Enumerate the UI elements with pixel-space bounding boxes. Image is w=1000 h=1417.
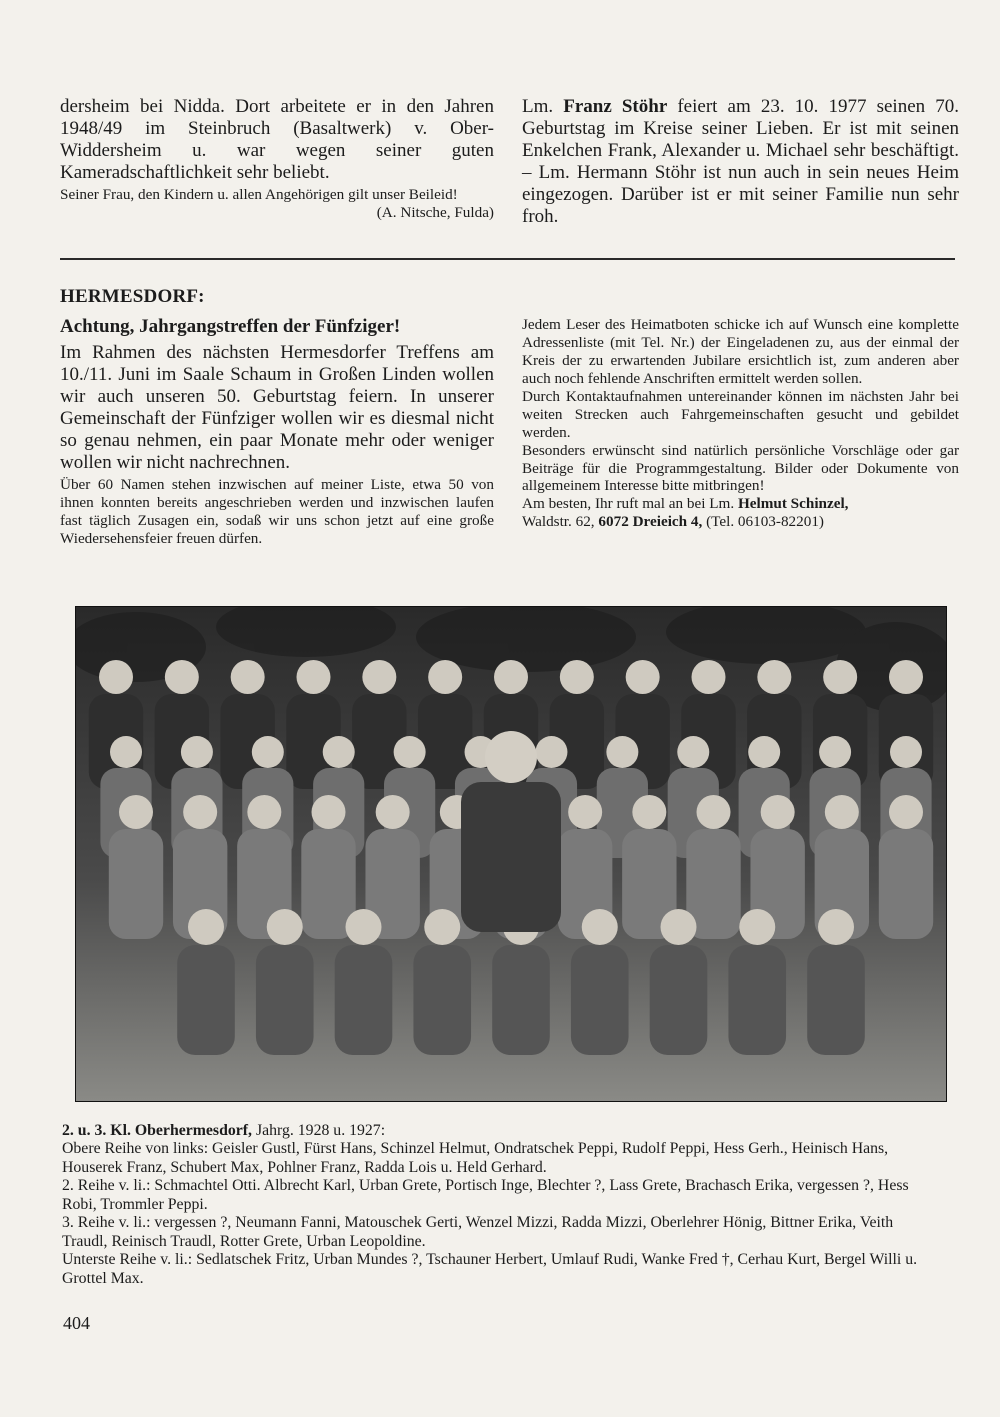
figure-head bbox=[119, 795, 153, 829]
figure-head bbox=[181, 736, 213, 768]
figure-head bbox=[428, 660, 462, 694]
figure-head bbox=[252, 736, 284, 768]
birthday-text: feiert am 23. 10. 1977 seinen 70. Geburtstag im Kreise seiner Lieben. Er ist mit seinen Enkelchen Frank, Alexander u. Michael sehr beschäftigt. – Lm. Hermann Stöhr ist nun auch in sein neues Heim eingezogen. Darüber ist er mit seiner Familie nun sehr froh. bbox=[522, 96, 959, 228]
figure-body bbox=[571, 945, 629, 1055]
page-number: 404 bbox=[63, 1313, 90, 1333]
contributions-paragraph: Besonders erwünscht sind natürlich persönliche Vorschläge oder gar Beiträge für die Programmgestaltung. Bilder oder Dokumente von allgemeinem Interesse bitte mitbringen! bbox=[522, 441, 959, 495]
section-title: HERMESDORF: bbox=[60, 286, 205, 307]
figure-head bbox=[165, 660, 199, 694]
figure-head bbox=[535, 736, 567, 768]
condolence-note bbox=[60, 186, 494, 222]
section-left-column bbox=[60, 342, 494, 548]
figure-head bbox=[312, 795, 346, 829]
caption-row-1: Obere Reihe von links: Geisler Gustl, Fürst Hans, Schinzel Helmut, Ondratschek Peppi, Rudolf Peppi, Hess Gerh., Heinisch Hans, Houserek Franz, Schubert Max, Pohlner Franz, Radda Lois u. Held Gerhard. bbox=[62, 1140, 889, 1176]
figure-head bbox=[247, 795, 281, 829]
list-status-paragraph: Über 60 Namen stehen inzwischen auf meiner Liste, etwa 50 von ihnen konnten bereits angeschrieben werden und inzwischen laufen fast täglich Zusagen ein, sodaß wir uns schon jetzt auf eine große Wiedersehensfeier freuen dürfen. bbox=[60, 476, 494, 547]
caption-row-3: 3. Reihe v. li.: vergessen ?, Neumann Fanni, Matouschek Gerti, Wenzel Mizzi, Radda Mizzi, Oberlehrer Hönig, Bittner Erika, Veith Traudl, Reinisch Traudl, Rotter Grete, Urban Leopoldine. bbox=[62, 1214, 894, 1250]
figure-head bbox=[818, 909, 854, 945]
author-signature: (A. Nitsche, Fulda) bbox=[376, 204, 494, 222]
figure-body bbox=[109, 829, 163, 939]
figure-head bbox=[692, 660, 726, 694]
birthday-paragraph bbox=[522, 96, 959, 228]
figure-body bbox=[728, 945, 786, 1055]
figure-head bbox=[346, 909, 382, 945]
lead-text: Lm. bbox=[522, 96, 554, 117]
figure-head bbox=[231, 660, 265, 694]
figure-head bbox=[110, 736, 142, 768]
meeting-announcement: Im Rahmen des nächsten Hermesdorfer Treffens am 10./11. Juni im Saale Schaum in Großen Linden wollen wir auch unseren 50. Geburtstag feiern. In unserer Gemeinschaft der Fünfziger wollen wir es diesmal nicht so genau nehmen, ein paar Monate mehr oder weniger wollen wir nicht nachrechnen. bbox=[60, 342, 494, 474]
caption-years: Jahrg. 1928 u. 1927: bbox=[255, 1122, 386, 1139]
figure-head bbox=[183, 795, 217, 829]
top-right-column bbox=[522, 96, 959, 228]
section-divider bbox=[60, 258, 955, 260]
figure-body bbox=[879, 829, 933, 939]
contact-name: Helmut Schinzel, bbox=[737, 495, 849, 513]
figure-body bbox=[177, 945, 235, 1055]
figure-body bbox=[807, 945, 865, 1055]
teacher-figure-body bbox=[461, 782, 561, 932]
figure-head bbox=[697, 795, 731, 829]
condolence-text: Seiner Frau, den Kindern u. allen Angehörigen gilt unser Beileid! bbox=[60, 186, 458, 204]
caption-title: 2. u. 3. Kl. Oberhermesdorf, bbox=[62, 1122, 252, 1139]
figure-head bbox=[632, 795, 666, 829]
figure-head bbox=[494, 660, 528, 694]
contact-phone: (Tel. 06103-82201) bbox=[706, 513, 824, 531]
figure-head bbox=[606, 736, 638, 768]
section-right-column bbox=[522, 316, 959, 531]
figure-head bbox=[757, 660, 791, 694]
class-photo-graphic bbox=[76, 607, 946, 1101]
figure-head bbox=[739, 909, 775, 945]
figure-head bbox=[188, 909, 224, 945]
contact-city: 6072 Dreieich 4, bbox=[598, 513, 703, 531]
carpool-paragraph: Durch Kontaktaufnahmen untereinander können im nächsten Jahr bei weiten Strecken auch Fahrgemeinschaften gesucht und gebildet werden. bbox=[522, 387, 959, 441]
figure-head bbox=[99, 660, 133, 694]
class-photo bbox=[75, 606, 947, 1102]
contact-street: Waldstr. 62, bbox=[522, 513, 595, 531]
contact-paragraph bbox=[522, 495, 959, 531]
caption-title-line bbox=[62, 1122, 942, 1140]
address-list-paragraph: Jedem Leser des Heimatboten schicke ich auf Wunsch eine komplette Adressenliste (mit Tel. Nr.) der Eingeladenen zu, aus der einmal der Kreis der zu erwartenden Jubilare ersichtlich ist, zum anderen aber auch noch fehlende Anschriften ermittelt werden sollen. bbox=[522, 316, 959, 387]
figure-head bbox=[626, 660, 660, 694]
figure-head bbox=[267, 909, 303, 945]
figure-head bbox=[568, 795, 602, 829]
figure-head bbox=[362, 660, 396, 694]
caption-row-4: Unterste Reihe v. li.: Sedlatschek Fritz, Urban Mundes ?, Tschauner Herbert, Umlauf Rudi, Wanke Fred †, Cerhau Kurt, Bergel Willi u. Grottel Max. bbox=[62, 1251, 918, 1287]
figure-body bbox=[413, 945, 471, 1055]
caption-row-2: 2. Reihe v. li.: Schmachtel Otti. Albrecht Karl, Urban Grete, Portisch Inge, Blechter ?, Lass Grete, Brachasch Erika, vergessen ?, Hess Robi, Trommler Peppi. bbox=[62, 1177, 909, 1213]
contact-lead: Am besten, Ihr ruft mal an bei Lm. bbox=[522, 495, 735, 513]
figure-head bbox=[823, 660, 857, 694]
figure-head bbox=[819, 736, 851, 768]
top-left-column bbox=[60, 96, 494, 222]
figure-head bbox=[825, 795, 859, 829]
figure-body bbox=[256, 945, 314, 1055]
figure-head bbox=[376, 795, 410, 829]
figure-head bbox=[394, 736, 426, 768]
figure-body bbox=[650, 945, 708, 1055]
figure-body bbox=[335, 945, 393, 1055]
figure-head bbox=[890, 736, 922, 768]
figure-head bbox=[297, 660, 331, 694]
photo-caption bbox=[62, 1122, 942, 1288]
figure-head bbox=[889, 660, 923, 694]
figure-head bbox=[582, 909, 618, 945]
figure-head bbox=[661, 909, 697, 945]
teacher-figure-head bbox=[485, 731, 537, 783]
figure-head bbox=[889, 795, 923, 829]
figure-body bbox=[492, 945, 550, 1055]
person-name: Franz Stöhr bbox=[563, 96, 668, 117]
figure-head bbox=[560, 660, 594, 694]
article-subhead: Achtung, Jahrgangstreffen der Fünfziger! bbox=[60, 316, 401, 337]
figure-head bbox=[748, 736, 780, 768]
figure-head bbox=[424, 909, 460, 945]
figure-head bbox=[677, 736, 709, 768]
figure-head bbox=[761, 795, 795, 829]
obituary-paragraph: dersheim bei Nidda. Dort arbeitete er in den Jahren 1948/49 im Steinbruch (Basaltwerk) v. Ober-Widdersheim u. war wegen seiner guten Kameradschaftlichkeit sehr beliebt. bbox=[60, 96, 494, 184]
figure-head bbox=[323, 736, 355, 768]
